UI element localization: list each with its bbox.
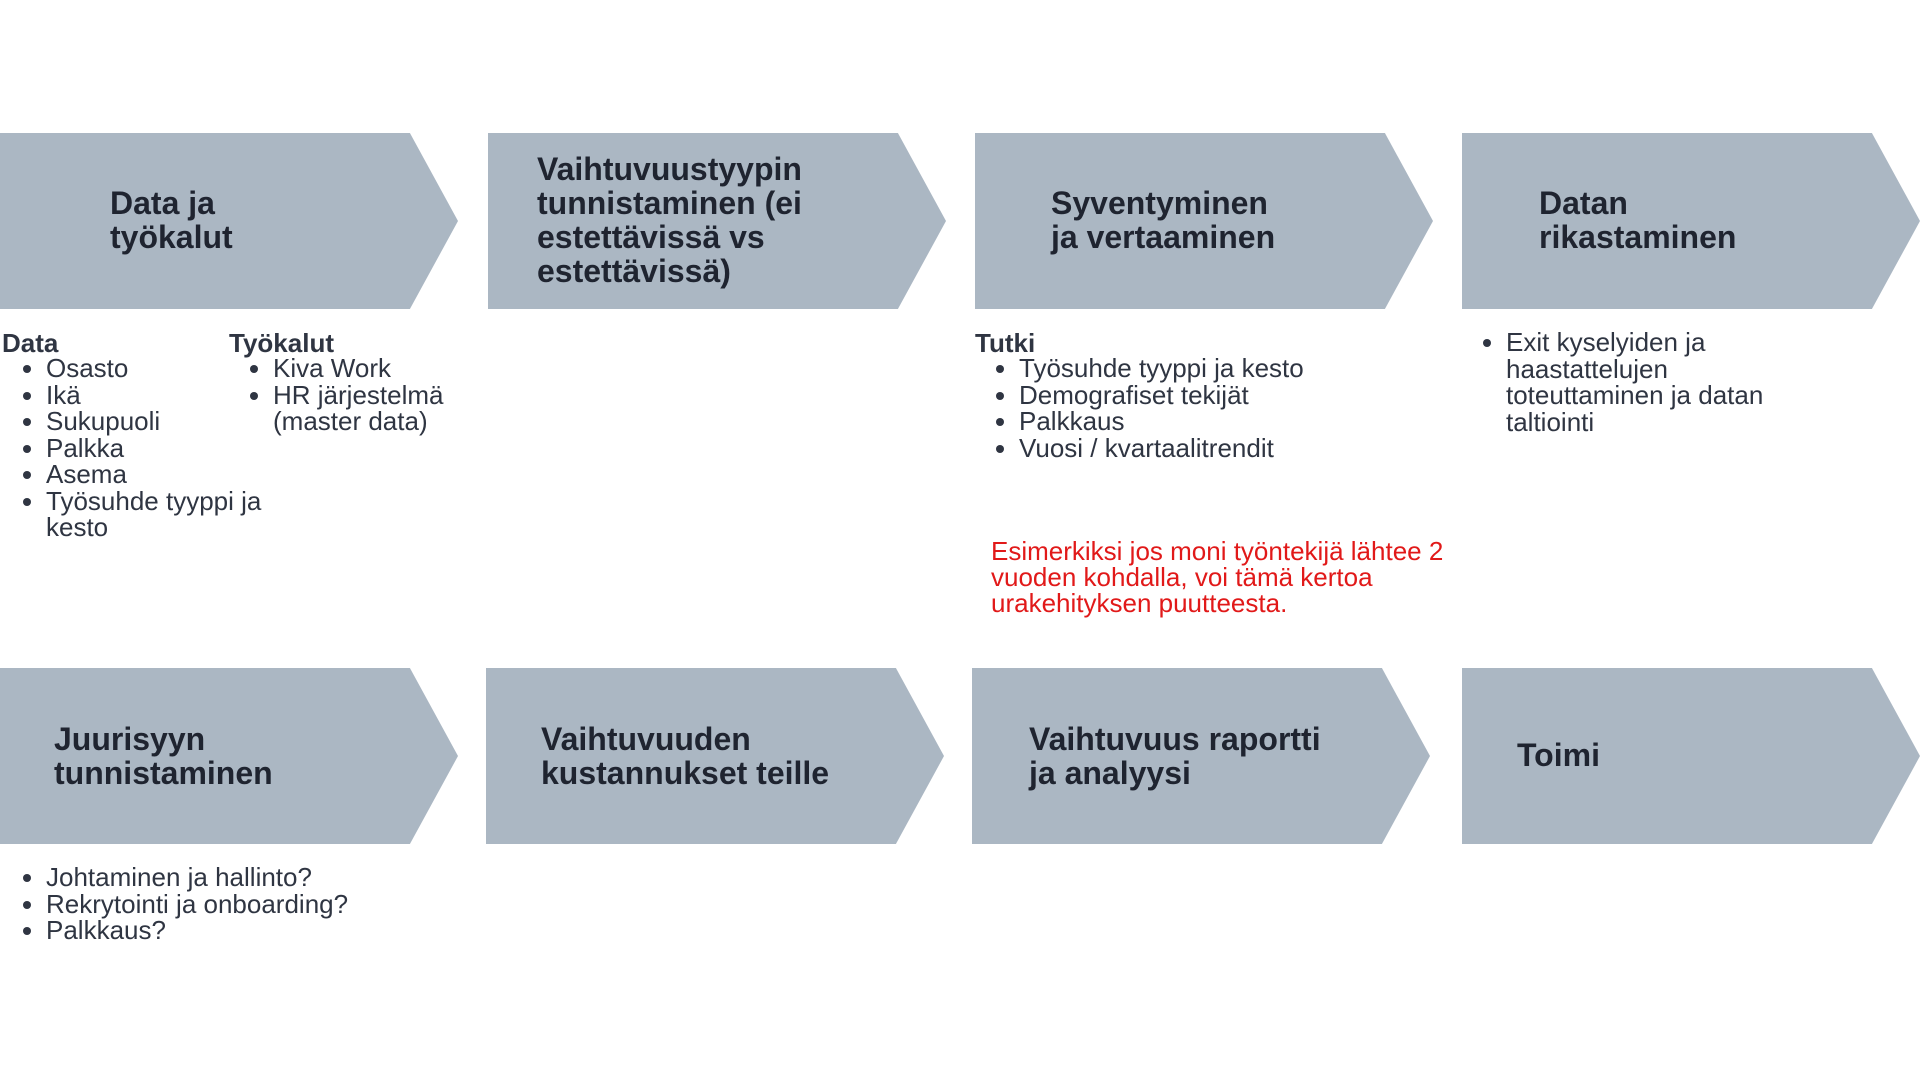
tutki-list (975, 355, 1324, 461)
list-item: • Sukupuoli (46, 408, 296, 435)
list-item: • Johtaminen ja hallinto? (46, 864, 466, 891)
list-item: • Demografiset tekijät (1019, 382, 1324, 409)
list-item: • Asema (46, 461, 296, 488)
list-item: • Exit kyselyiden ja haastattelujen toteuttaminen ja datan taltiointi (1506, 329, 1806, 435)
list-item: • Rekrytointi ja onboarding? (46, 891, 466, 918)
step-title-act: Toimi (1517, 737, 1600, 773)
tools-heading: Työkalut (229, 328, 334, 358)
list-item: • HR järjestelmä (master data) (273, 382, 513, 435)
step-title-data-enrichment: Datan rikastaminen (1539, 185, 1737, 255)
list-item: • Vuosi / kvartaalitrendit (1019, 435, 1324, 462)
data-heading: Data (2, 328, 59, 358)
example-note: Esimerkiksi jos moni työntekijä lähtee 2 vuoden kohdalla, voi tämä kertoa urakehityksen puutteesta. (991, 536, 1444, 618)
tools-list (229, 355, 513, 435)
tutki-heading: Tutki (975, 328, 1036, 358)
step-title-data-tools: Data ja työkalut (110, 185, 233, 255)
root-cause-list (2, 864, 466, 944)
list-item: • Työsuhde tyyppi ja kesto (1019, 355, 1324, 382)
step-title-root-cause: Juurisyyn tunnistaminen (54, 721, 273, 791)
step-title-report-analysis: Vaihtuvuus raportti ja analyysi (1029, 721, 1321, 791)
enrichment-list (1462, 329, 1806, 435)
list-item: • Ikä (46, 382, 296, 409)
step-title-costs: Vaihtuvuuden kustannukset teille (541, 721, 830, 791)
list-item: • Osasto (46, 355, 296, 382)
list-item: • Palkkaus (1019, 408, 1324, 435)
list-item: • Työsuhde tyyppi ja kesto (46, 488, 296, 541)
list-item: • Kiva Work (273, 355, 513, 382)
list-item: • Palkkaus? (46, 917, 466, 944)
step-title-deep-dive-compare: Syventyminen ja vertaaminen (1051, 185, 1276, 255)
step-title-type-identification: Vaihtuvuustyypin tunnistaminen (ei estettävissä vs estettävissä) (537, 151, 802, 289)
list-item: • Palkka (46, 435, 296, 462)
